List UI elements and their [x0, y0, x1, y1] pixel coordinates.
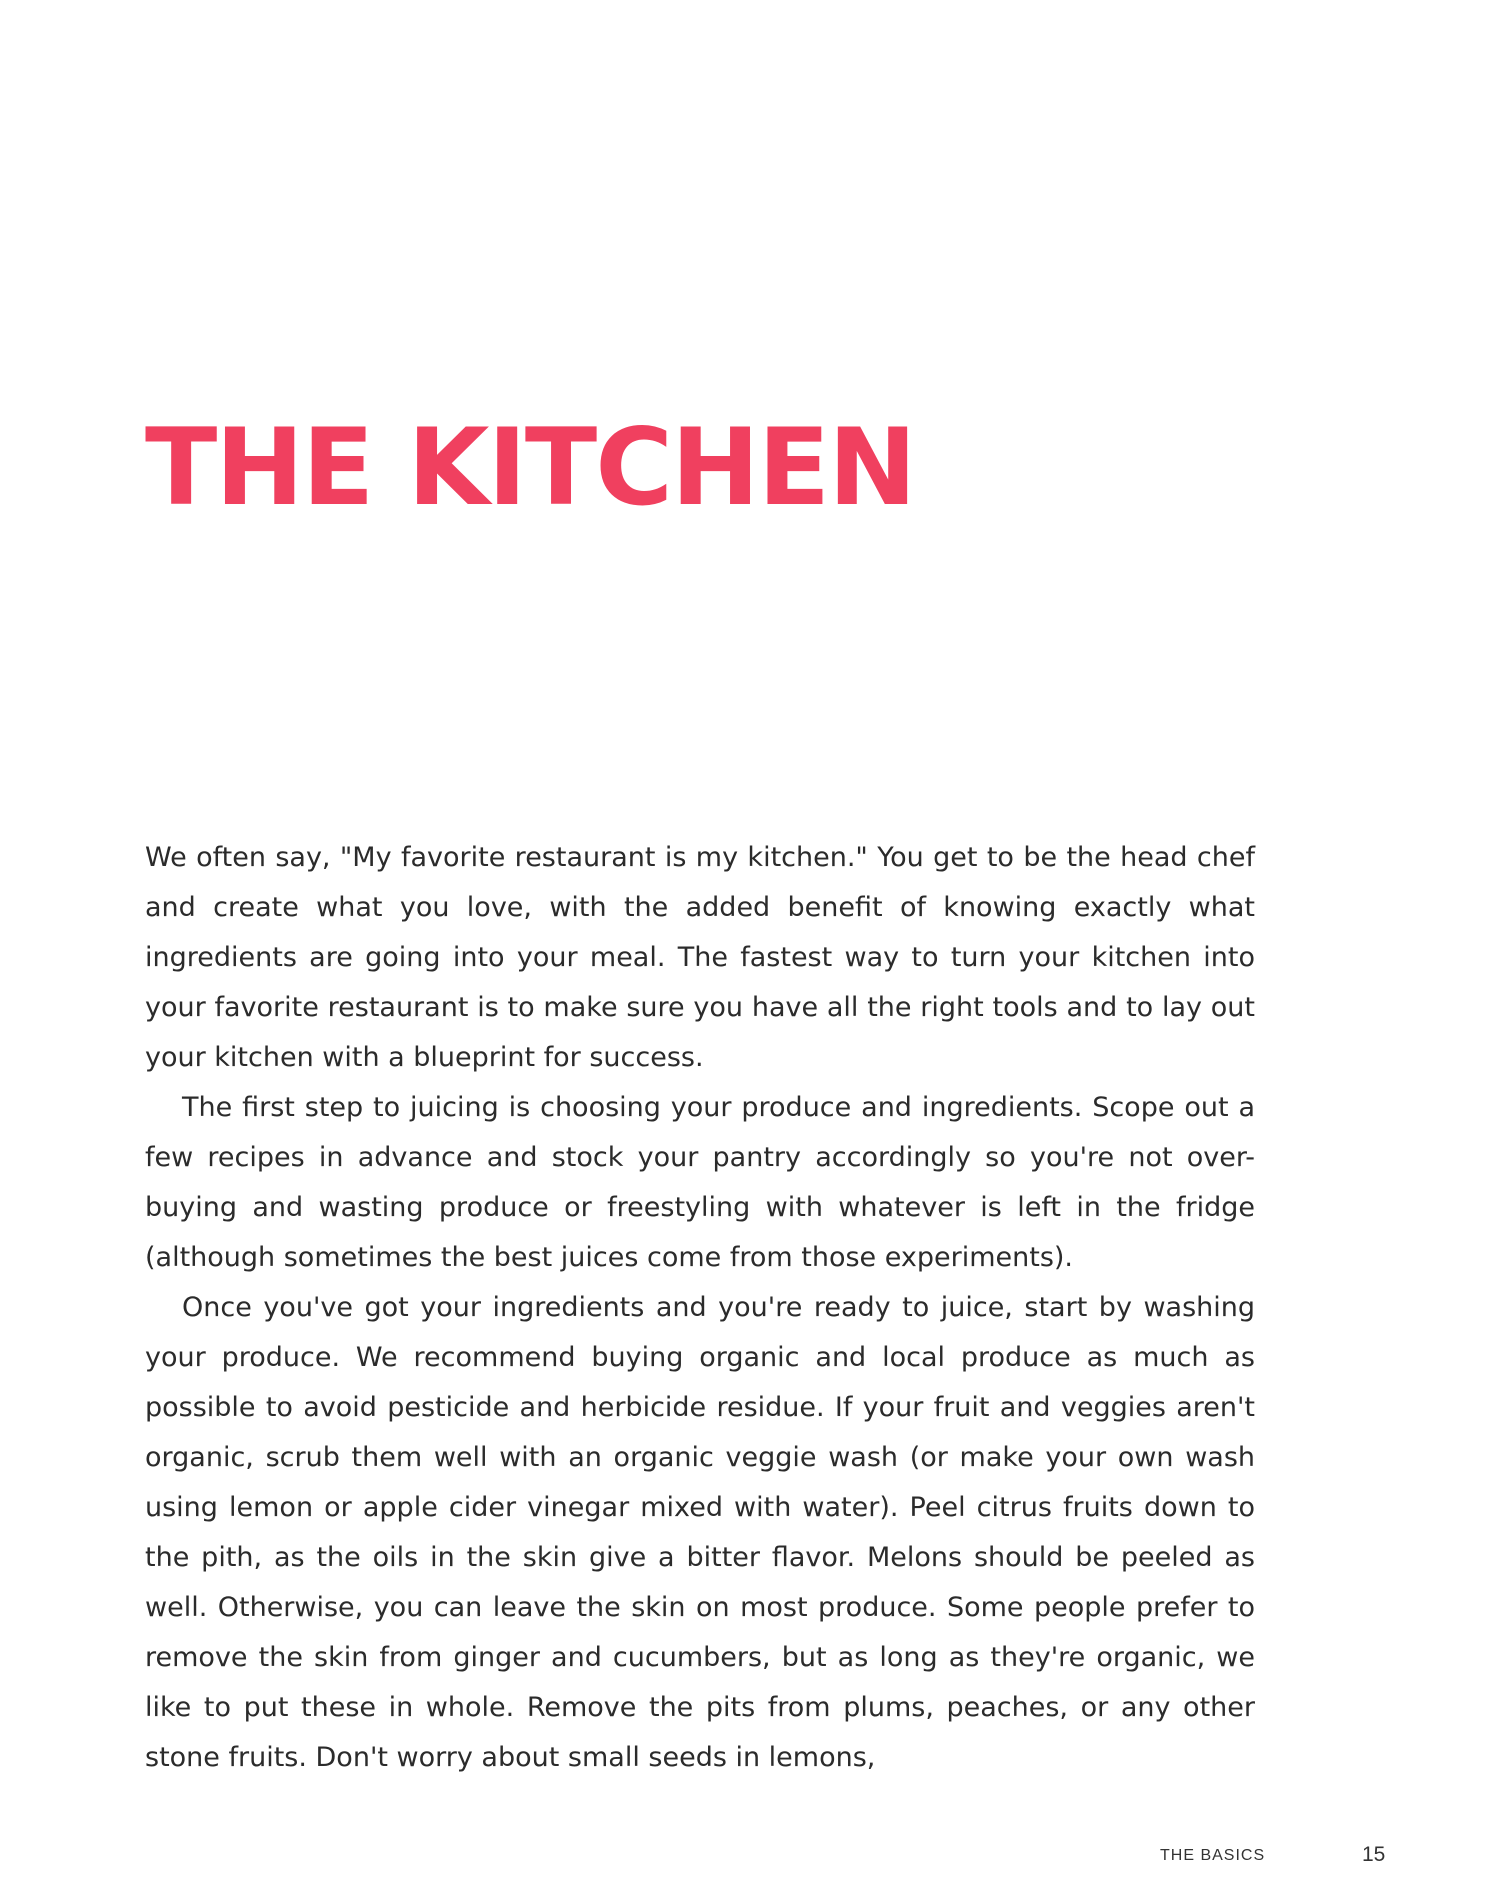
page-number: 15	[1362, 1843, 1386, 1866]
chapter-title: THE KITCHEN	[145, 406, 915, 529]
paragraph-3: Once you've got your ingredients and you're ready to juice, start by washing your produce. We recommend buying organic and local produce as much as possible to avoid pesticide and herbicide residue. If your fruit and veggies aren't organic, scrub them well with an organic veggie wash (or make your own wash using lemon or apple cider vinegar mixed with water). Peel citrus fruits down to the pith, as the oils in the skin give a bitter flavor. Melons should be peeled as well. Otherwise, you can leave the skin on most produce. Some people prefer to remove the skin from ginger and cucumbers, but as long as they're organic, we like to put these in whole. Remove the pits from plums, peaches, or any other stone fruits. Don't worry about small seeds in lemons,	[145, 1292, 1255, 1773]
body-text	[145, 833, 1255, 1783]
running-footer-section: THE BASICS	[1160, 1847, 1266, 1864]
paragraph-2: The first step to juicing is choosing your produce and ingredients. Scope out a few recipes in advance and stock your pantry accordingly so you're not over-buying and wasting produce or freestyling with whatever is left in the fridge (although sometimes the best juices come from those experiments).	[145, 1092, 1255, 1273]
paragraph-1: We often say, "My favorite restaurant is my kitchen." You get to be the head chef and create what you love, with the added benefit of knowing exactly what ingredients are going into your meal. The fastest way to turn your kitchen into your favorite restaurant is to make sure you have all the right tools and to lay out your kitchen with a blueprint for success.	[145, 842, 1255, 1073]
